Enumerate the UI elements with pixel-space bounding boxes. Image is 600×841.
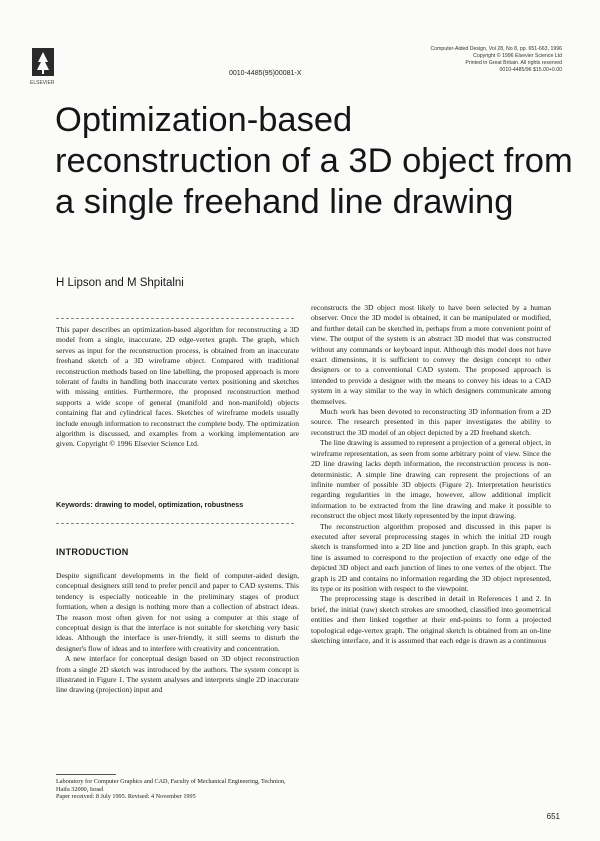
paragraph: reconstructs the 3D object most likely to have been selected by a human observer. Once the 3D model is obtained, it can be manipulated or modified, and further detail can be sketched in, perhaps from a more convenient point of view. The output of the system is an abstract 3D model that was constructed without any commands or keyboard input. Although this model does not have exact dimensions, it is sufficient to convey the design concept to other designers or to a conventional CAD system. The proposed approach is intended to provide a designer with the means to convey his ideas to a CAD system in a way similar to the way in which designers communicate among themselves. [311,303,551,406]
doi: 0010-4485(95)00081-X [229,70,302,77]
elsevier-logo-icon [32,48,54,76]
keywords [56,500,299,509]
abstract-divider [56,318,294,319]
journal-line: Computer-Aided Design, Vol 28, No 8, pp. 651-663, 1996 [430,46,562,52]
journal-info [362,46,562,74]
intro-left-column [56,571,299,696]
journal-line: Copyright © 1996 Elsevier Science Ltd [473,53,562,59]
keywords-label: Keywords: [56,500,93,509]
paragraph: The line drawing is assumed to represent a projection of a general object, in wireframe representation, as seen from some arbitrary point of view. Since the 2D line drawing lacks depth information, the reconstruction process is non-deterministic. A simple line drawing can represent the projections of an infinite number of possible 3D objects (Figure 2). Interpretation heuristics regarding regularities in the image, however, allow additional implicit information to be extracted from the line drawing and make it possible to reconstruct the object most likely represented by the input drawing. [311,438,551,521]
paragraph: The reconstruction algorithm proposed and discussed in this paper is executed after several preprocessing stages in which the initial 2D rough sketch is transformed into a 2D line and junction graph. In this graph, each line is assumed to correspond to the projection of exactly one edge of the depicted 3D object and each junction of lines to one vertex of the object. The graph is 2D and contains no information regarding the 3D object represented, its type or its position with respect to the viewpoint. [311,521,551,593]
page-number: 651 [546,812,560,821]
section-heading: INTRODUCTION [56,547,129,557]
paragraph: Much work has been devoted to reconstructing 3D information from a 2D source. The research presented in this paper investigates the ability to reconstruct the 3D model of an object depicted by a 2D freehand sketch. [311,407,551,437]
right-column [311,303,551,646]
journal-line: Printed in Great Britain. All rights reserved [465,60,562,66]
paragraph: The preprocessing stage is described in detail in References 1 and 2. In brief, the initial (raw) sketch strokes are smoothed, classified into geometrical entities and then linked together at their end-points to form a projected topological edge-vertex graph. The original sketch is obtained from an on-line sketching interface, and it is assumed that each edge is drawn as a continuous [311,594,551,645]
journal-line: 0010-4485/96 $15.00+0.00 [499,67,562,73]
publisher-label: ELSEVIER [30,80,55,86]
footnote: Laboratory for Computer Graphics and CAD, Faculty of Mechanical Engineering, Technion, Haifa 32000, Israel Paper received: 8 July 1995. Revised: 4 November 1995 [56,778,286,801]
paragraph: Despite significant developments in the field of computer-aided design, conceptual designers still tend to prefer pencil and paper to CAD systems. This tendency is especially noticeable in the preliminary stages of product formation, when a design is nothing more than a collection of abstract ideas. The reason most often given for not using a computer at this stage of conceptual design is that the interface is not suitable for sketching very basic ideas. Although the interface is user-friendly, it still seems to disturb the designer's flow of ideas and to interfere with creativity and concentration. [56,571,299,653]
paper-title: Optimization-based reconstruction of a 3D object from a single freehand line drawing [55,101,573,221]
paragraph: A new interface for conceptual design based on 3D object reconstruction from a single 2D sketch was introduced by the authors. The system concept is illustrated in Figure 1. The system analyses and interprets single 2D inaccurate line drawing (projection) input and [56,654,299,695]
abstract [56,325,299,450]
footnote-divider [56,774,116,775]
keywords-text: drawing to model, optimization, robustness [94,500,244,509]
authors: H Lipson and M Shpitalni [56,277,184,289]
abstract-text: This paper describes an optimization-based algorithm for reconstructing a 3D model from a single, inaccurate, 2D edge-vertex graph. The graph, which serves as input for the reconstruction process, is obtained from an inaccurate freehand sketch of a 3D wireframe object. Compared with traditional reconstruction methods based on line labelling, the proposed approach is more tolerant of faults in handling both inaccurate vertex positioning and sketches with missing entities. Furthermore, the proposed reconstruction method supports a wide scope of general (manifold and non-manifold) objects containing flat and cylindrical faces. Sketches of wireframe models usually include enough information to reconstruct the complete body. The optimization algorithm is discussed, and examples from a working implementation are given. Copyright © 1996 Elsevier Science Ltd. [56,325,299,449]
keywords-divider [56,523,294,524]
